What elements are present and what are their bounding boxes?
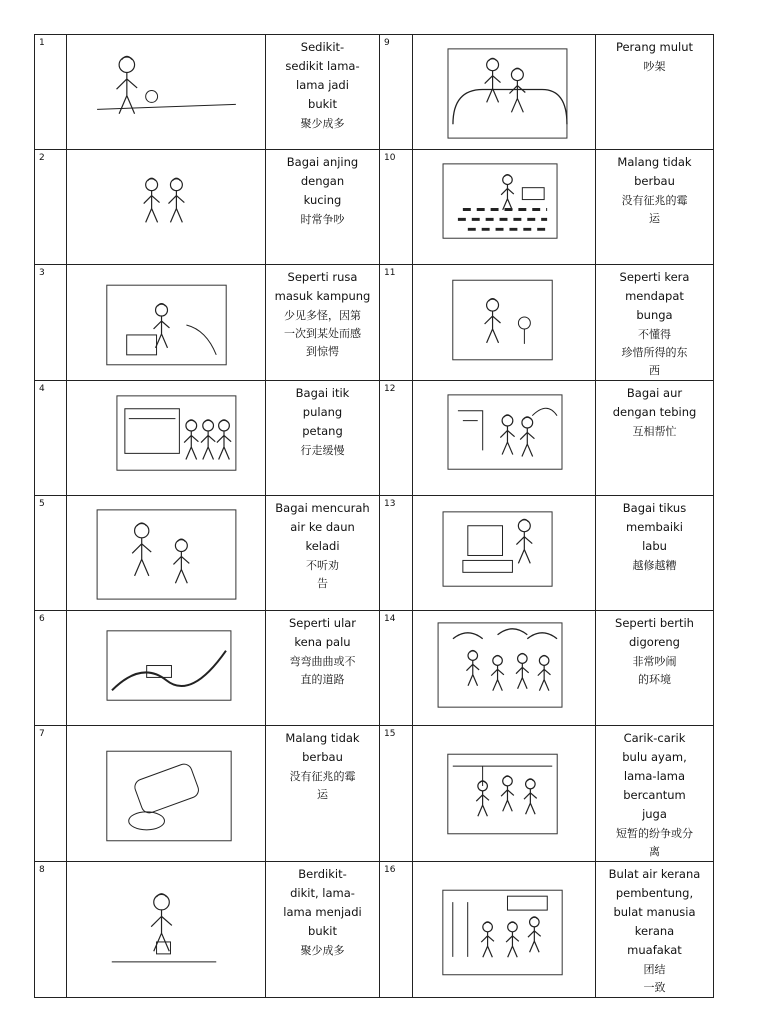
idiom-text-cell bbox=[596, 150, 714, 265]
table-row bbox=[35, 611, 714, 726]
idiom-text-cell bbox=[266, 862, 380, 998]
idiom-number: 8 bbox=[35, 862, 67, 998]
idiom-number: 9 bbox=[380, 35, 413, 150]
idiom-number: 7 bbox=[35, 726, 67, 862]
malay-idiom: Malang tidak berbau bbox=[285, 731, 360, 764]
idiom-text-cell bbox=[266, 265, 380, 381]
chinese-meaning: 互相帮忙 bbox=[632, 425, 677, 438]
idiom-text-cell bbox=[596, 726, 714, 862]
chinese-meaning: 越修越糟 bbox=[632, 559, 677, 572]
idiom-number: 4 bbox=[35, 381, 67, 496]
malay-idiom: Bagai mencurah air ke daun keladi bbox=[275, 501, 370, 553]
boy-saving-money-illustration bbox=[67, 862, 266, 998]
malay-idiom: Seperti rusa masuk kampung bbox=[274, 270, 371, 303]
idiom-table bbox=[34, 34, 714, 998]
idiom-number: 5 bbox=[35, 496, 67, 611]
idiom-number: 13 bbox=[380, 496, 413, 611]
malay-idiom: Malang tidak berbau bbox=[617, 155, 692, 188]
girl-collecting-coins-illustration bbox=[67, 35, 266, 150]
busy-market-illustration bbox=[413, 611, 596, 726]
chinese-meaning: 不懂得 珍惜所得的东 西 bbox=[621, 328, 688, 377]
table-row bbox=[35, 381, 714, 496]
surprised-traveller-illustration bbox=[67, 265, 266, 381]
two-girls-quarreling-illustration bbox=[67, 150, 266, 265]
idiom-text-cell bbox=[596, 862, 714, 998]
idiom-text-cell bbox=[266, 35, 380, 150]
idiom-text-cell bbox=[596, 381, 714, 496]
chinese-meaning: 行走缓慢 bbox=[300, 444, 345, 457]
idiom-text-cell bbox=[266, 726, 380, 862]
malay-idiom: Seperti bertih digoreng bbox=[615, 616, 694, 649]
idiom-text-cell bbox=[596, 611, 714, 726]
idiom-number: 10 bbox=[380, 150, 413, 265]
idiom-number: 15 bbox=[380, 726, 413, 862]
chinese-meaning: 弯弯曲曲或不 直的道路 bbox=[289, 655, 356, 686]
malay-idiom: Seperti ular kena palu bbox=[288, 616, 357, 649]
idiom-number: 1 bbox=[35, 35, 67, 150]
table-row bbox=[35, 35, 714, 150]
idiom-text-cell bbox=[266, 611, 380, 726]
table-row bbox=[35, 862, 714, 998]
chinese-meaning: 吵架 bbox=[643, 60, 666, 73]
idiom-text-cell bbox=[596, 265, 714, 381]
idiom-number: 2 bbox=[35, 150, 67, 265]
bus-queue-illustration bbox=[67, 381, 266, 496]
chinese-meaning: 聚少成多 bbox=[300, 117, 345, 130]
malay-idiom: Sedikit- sedikit lama- lama jadi bukit bbox=[285, 40, 360, 111]
chinese-meaning: 不听劝 告 bbox=[306, 559, 339, 590]
idiom-number: 3 bbox=[35, 265, 67, 381]
idiom-number: 14 bbox=[380, 611, 413, 726]
winding-road-illustration bbox=[67, 611, 266, 726]
idiom-text-cell bbox=[596, 496, 714, 611]
malay-idiom: Bagai anjing dengan kucing bbox=[286, 155, 359, 207]
family-reunion-illustration bbox=[413, 726, 596, 862]
idiom-text-cell bbox=[266, 381, 380, 496]
malay-idiom: Bagai itik pulang petang bbox=[295, 386, 350, 438]
malay-idiom: Carik-carik bulu ayam, lama-lama bercantum juga bbox=[622, 731, 687, 821]
chinese-meaning: 非常吵闹 的环境 bbox=[632, 655, 677, 686]
idiom-number: 12 bbox=[380, 381, 413, 496]
car-crash-cow-illustration bbox=[67, 726, 266, 862]
malay-idiom: Bulat air kerana pembentung, bulat manusia kerana muafakat bbox=[608, 867, 701, 957]
table-row bbox=[35, 150, 714, 265]
idiom-text-cell bbox=[596, 35, 714, 150]
man-repairing-computer-illustration bbox=[413, 496, 596, 611]
malay-idiom: Berdikit- dikit, lama- lama menjadi bukit bbox=[283, 867, 362, 938]
malay-idiom: Perang mulut bbox=[615, 40, 694, 54]
idiom-number: 6 bbox=[35, 611, 67, 726]
idiom-text-cell bbox=[266, 150, 380, 265]
chinese-meaning: 短暂的纷争或分 离 bbox=[616, 827, 693, 858]
idiom-number: 16 bbox=[380, 862, 413, 998]
villagers-helping-illustration bbox=[413, 381, 596, 496]
mother-scolding-child-illustration bbox=[67, 496, 266, 611]
table-row bbox=[35, 496, 714, 611]
table-row bbox=[35, 265, 714, 381]
chinese-meaning: 少见多怪，因第 一次到某处而感 到惊愕 bbox=[284, 309, 361, 358]
table-row bbox=[35, 726, 714, 862]
chinese-meaning: 时常争吵 bbox=[300, 213, 345, 226]
chinese-meaning: 聚少成多 bbox=[300, 944, 345, 957]
crossing-road-accident-illustration bbox=[413, 150, 596, 265]
couple-arguing-on-sofa-illustration bbox=[413, 35, 596, 150]
idiom-text-cell bbox=[266, 496, 380, 611]
malay-idiom: Bagai tikus membaiki labu bbox=[622, 501, 687, 553]
chinese-meaning: 团结 一致 bbox=[643, 963, 666, 994]
chinese-meaning: 没有征兆的霉 运 bbox=[621, 194, 688, 225]
malay-idiom: Bagai aur dengan tebing bbox=[612, 386, 697, 419]
idiom-number: 11 bbox=[380, 265, 413, 381]
monkey-with-flower-illustration bbox=[413, 265, 596, 381]
malay-idiom: Seperti kera mendapat bunga bbox=[619, 270, 690, 322]
meeting-discussion-illustration bbox=[413, 862, 596, 998]
chinese-meaning: 没有征兆的霉 运 bbox=[289, 770, 356, 801]
